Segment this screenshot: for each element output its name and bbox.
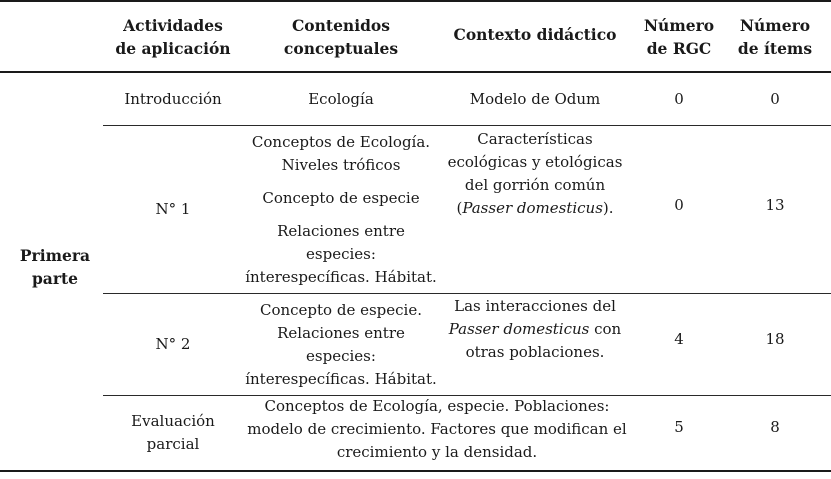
- row-evaluacion-contenidos-contexto: [243, 396, 631, 462]
- row-n1-contexto-line2: ecológicas y etológicas: [447, 153, 623, 171]
- row-introduccion-contenidos-text: Ecología: [308, 89, 374, 108]
- row-n2-contenidos-line4: ínterespecíficas. Hábitat.: [245, 369, 437, 388]
- row-evaluacion-text-line2: modelo de crecimiento. Factores que modifican el: [247, 419, 627, 438]
- row-n1-actividad: [103, 126, 243, 293]
- row-evaluacion-items-text: 8: [770, 417, 780, 436]
- header-actividades-line1: Actividades: [123, 15, 223, 35]
- row-evaluacion-items: [727, 396, 823, 458]
- row-n2-contexto-line3: otras poblaciones.: [465, 342, 605, 361]
- row-introduccion-items: [727, 73, 823, 125]
- row-n2-rgc: [631, 294, 727, 384]
- header-contenidos-line2: conceptuales: [283, 38, 399, 58]
- section-label-line1: Primera: [19, 246, 91, 265]
- section-label-line2: parte: [31, 269, 79, 288]
- row-n1-contexto-line1: Características: [477, 130, 593, 148]
- row-n1-rgc-text: 0: [674, 195, 684, 214]
- row-evaluacion-actividad: [103, 396, 243, 470]
- row-introduccion-contenidos: [243, 73, 439, 125]
- section-label: [0, 240, 110, 294]
- row-n1-actividad-text: N° 1: [155, 200, 191, 218]
- row-n1-items: [727, 126, 823, 284]
- row-n1-contexto-species: Passer domesticus: [462, 199, 603, 217]
- row-n2-contenidos-line1: Concepto de especie.: [259, 300, 423, 319]
- row-introduccion-actividad-text: Introducción: [124, 89, 222, 108]
- row-introduccion-contexto-text: Modelo de Odum: [469, 89, 601, 108]
- row-n2-contenidos: [243, 294, 439, 395]
- row-n1-contenidos-a2: Niveles tróficos: [281, 155, 401, 174]
- row-n2-items-text: 18: [765, 329, 785, 348]
- row-n2-contexto-species: Passer domesticus: [448, 319, 590, 338]
- row-n2-contenidos-line2: Relaciones entre: [277, 323, 405, 342]
- header-rgc-line2: de RGC: [646, 38, 712, 58]
- header-rgc-line1: Número: [643, 15, 715, 35]
- row-n1-contexto-line3: del gorrión común: [464, 176, 606, 194]
- row-n1-contenidos-a1: Conceptos de Ecología.: [251, 132, 431, 151]
- header-actividades: [103, 2, 243, 71]
- row-evaluacion-rgc: [631, 396, 727, 458]
- row-introduccion-items-text: 0: [770, 89, 780, 108]
- row-n1-contenidos-b: Concepto de especie: [262, 188, 420, 207]
- header-items-line1: Número: [739, 15, 811, 35]
- row-n1-items-text: 13: [765, 195, 785, 214]
- row-evaluacion-actividad-line2: parcial: [146, 435, 200, 453]
- row-n1-contexto-paren-open: (: [456, 199, 463, 217]
- row-n2-contexto-line2: [449, 318, 621, 341]
- row-evaluacion-rgc-text: 5: [674, 417, 684, 436]
- row-n2-rgc-text: 4: [674, 329, 684, 348]
- header-contenidos-line1: Contenidos: [291, 15, 390, 35]
- row-evaluacion-text-line1: Conceptos de Ecología, especie. Poblaciones:: [264, 396, 610, 415]
- row-n1-contenidos-c3: ínterespecíficas. Hábitat.: [245, 267, 437, 286]
- header-items: [727, 2, 823, 71]
- header-contexto: [439, 2, 631, 67]
- row-n2-contexto: [439, 294, 631, 364]
- row-n1-contexto: [439, 126, 631, 222]
- row-n1-contexto-paren-close: ).: [602, 199, 614, 217]
- row-n2-actividad: [103, 294, 243, 395]
- row-n2-items: [727, 294, 823, 384]
- row-introduccion-rgc: [631, 73, 727, 125]
- header-rgc: [631, 2, 727, 71]
- row-n2-contexto-line1: Las interacciones del: [454, 296, 616, 315]
- row-n1-contenidos-c1: Relaciones entre: [277, 221, 405, 240]
- row-n1-contexto-line4: [456, 197, 613, 220]
- bottom-rule: [0, 470, 831, 472]
- header-contenidos: [243, 2, 439, 71]
- row-n2-contexto-after-species: con: [589, 319, 622, 338]
- row-n2-contenidos-line3: especies:: [306, 346, 376, 365]
- row-evaluacion-text-line3: crecimiento y la densidad.: [336, 442, 538, 461]
- header-actividades-line2: de aplicación: [115, 38, 231, 58]
- row-evaluacion-actividad-line1: Evaluación: [131, 412, 215, 430]
- row-n2-actividad-text: N° 2: [155, 335, 191, 353]
- header-items-line2: de ítems: [737, 38, 813, 58]
- row-n1-rgc: [631, 126, 727, 284]
- row-introduccion-actividad: [103, 73, 243, 125]
- row-n1-contenidos: [243, 126, 439, 293]
- row-introduccion-contexto: [439, 73, 631, 125]
- row-n1-contenidos-c2: especies:: [306, 244, 376, 263]
- header-contexto-label: Contexto didáctico: [453, 25, 617, 44]
- row-introduccion-rgc-text: 0: [674, 89, 684, 108]
